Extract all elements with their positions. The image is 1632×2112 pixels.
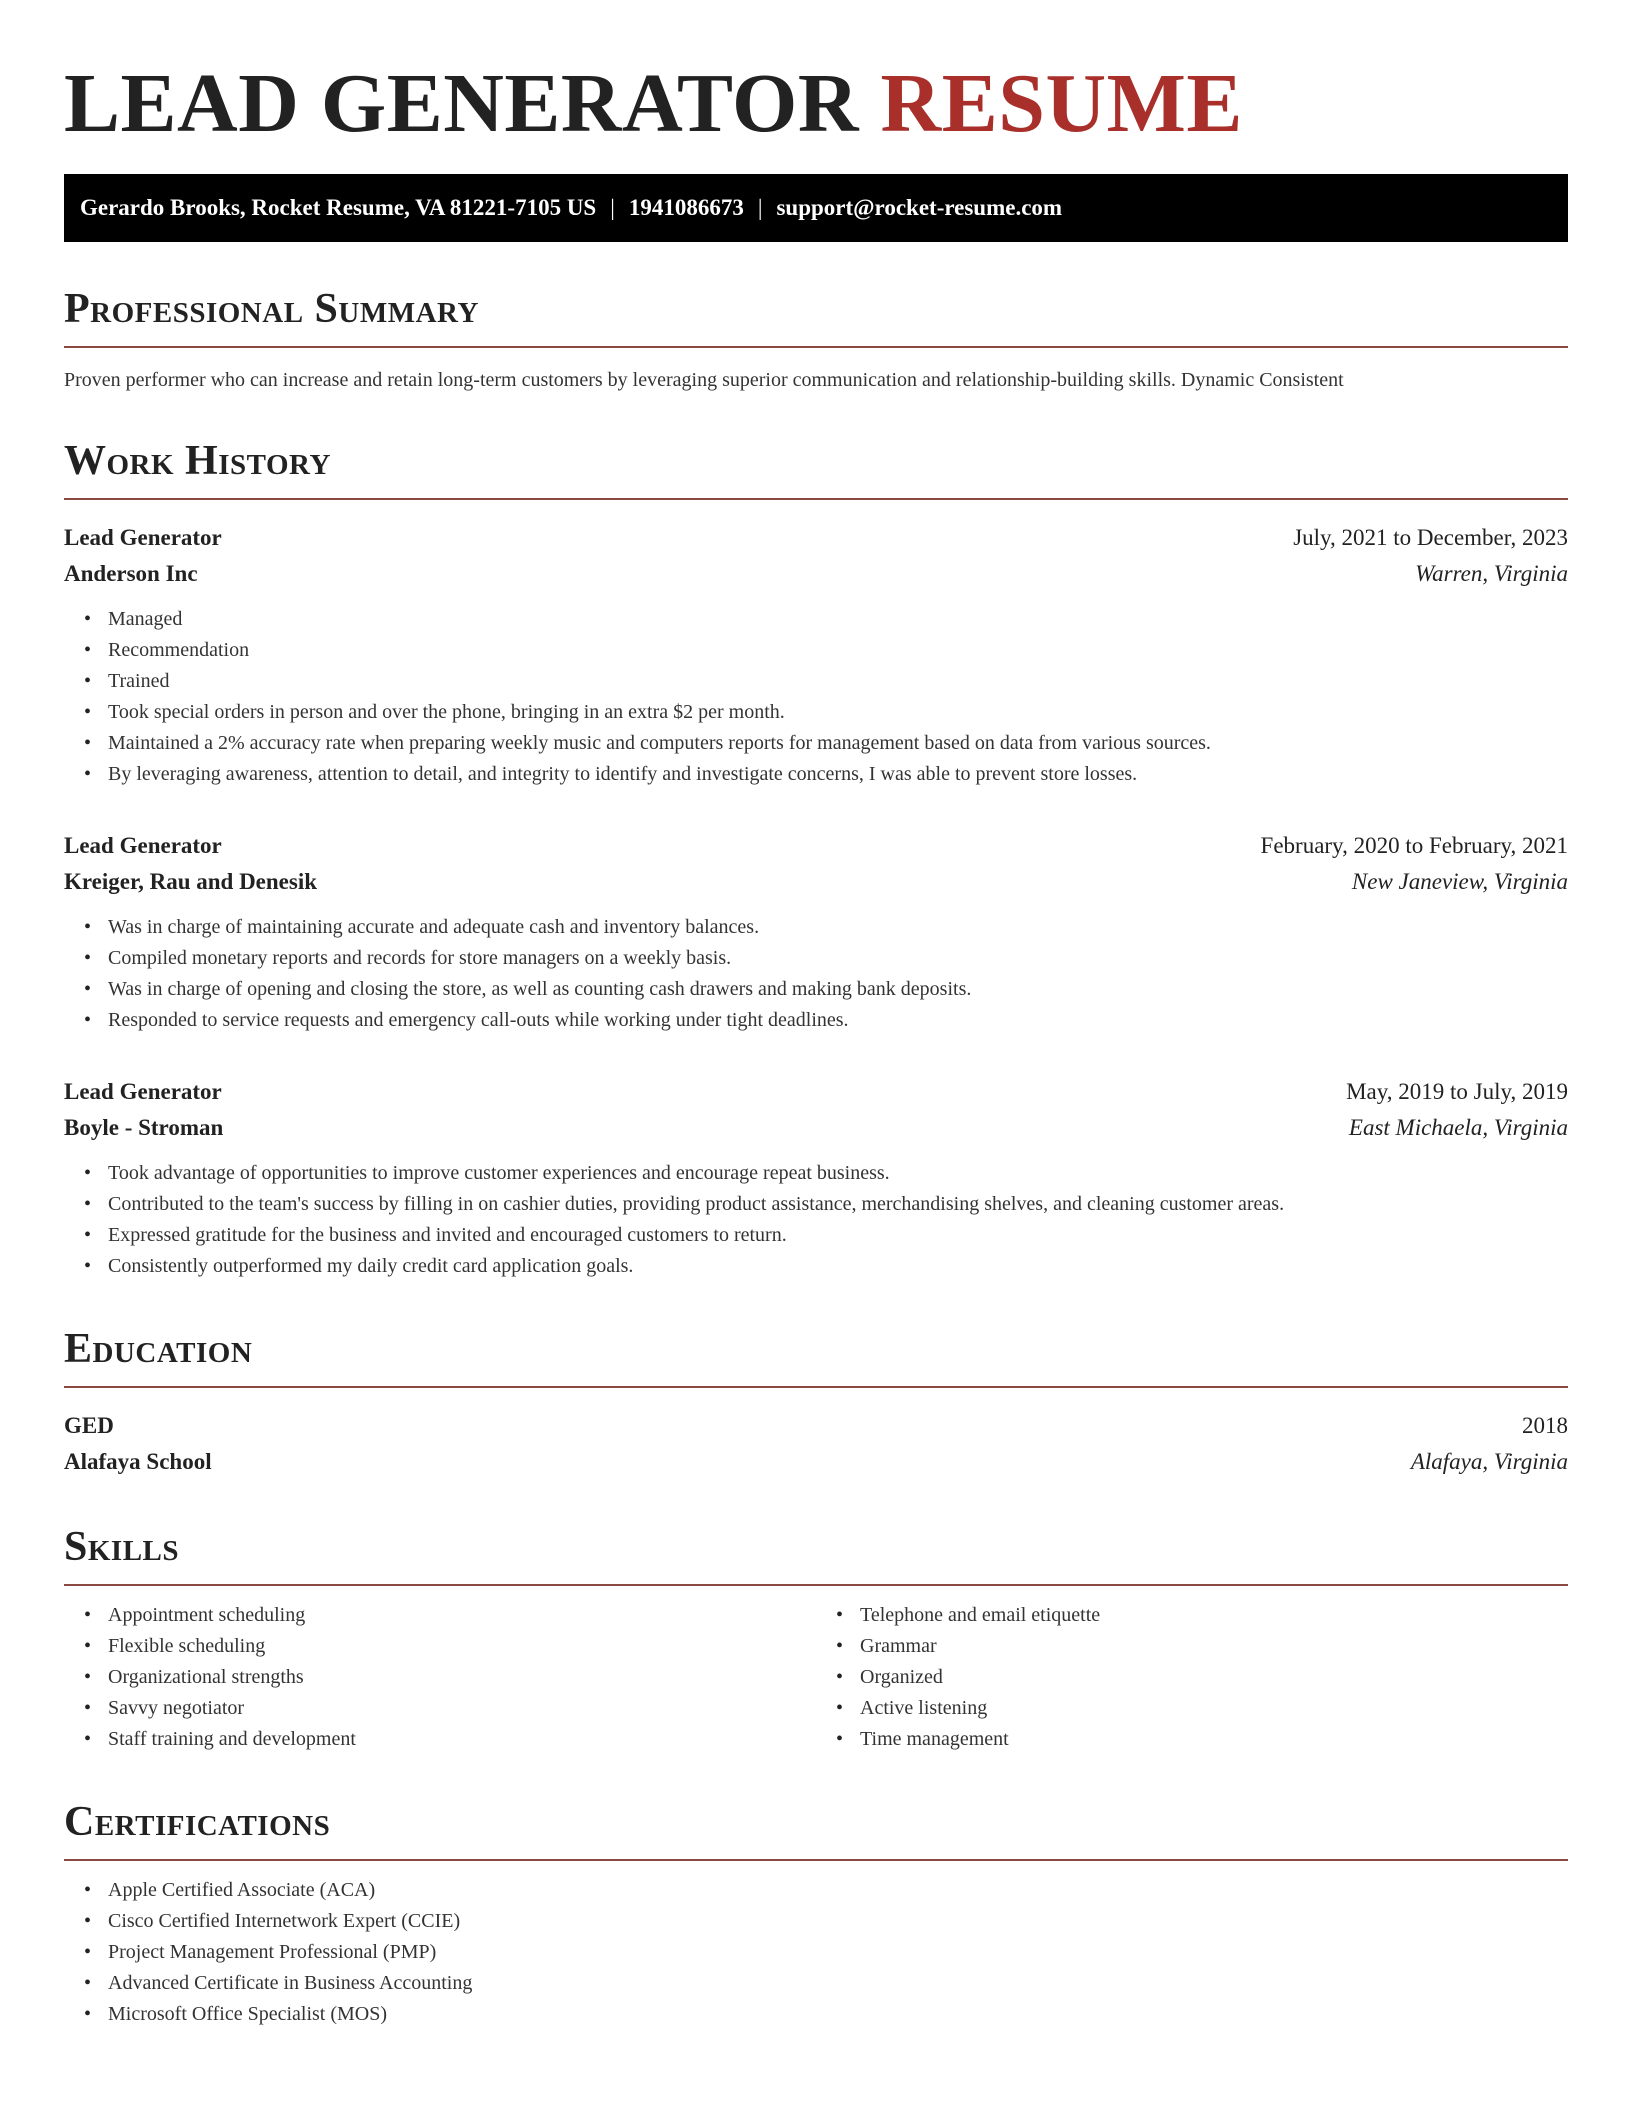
list-item: • By leveraging awareness, attention to detail, and integrity to identify and investigate concerns, I was able to prevent store losses. [108,759,1568,790]
contact-phone[interactable]: 1941086673 [628,195,744,220]
list-item: • Took special orders in person and over the phone, bringing in an extra $2 per month. [108,697,1568,728]
education-location: Alafaya, Virginia [1410,1449,1568,1474]
list-item: • Contributed to the team's success by filling in on cashier duties, providing product assistance, merchandising shelves, and cleaning customer areas. [108,1189,1568,1220]
list-item: • Expressed gratitude for the business and invited and encouraged customers to return. [108,1220,1568,1251]
summary-text: Proven performer who can increase and retain long-term customers by leveraging superior communication and relationship-building skills. Dynamic Consistent [64,369,1344,391]
skills-section [64,1524,1568,1755]
list-item: • Apple Certified Associate (ACA) [108,1875,1568,1906]
title-accent: RESUME [880,57,1243,150]
job-header-row [64,520,1568,556]
job-company: Kreiger, Rau and Denesik [64,869,318,894]
work-history-section [64,438,1568,1282]
job-entry [64,828,1568,1036]
title-main: LEAD GENERATOR [64,57,860,150]
section-divider [64,1859,1568,1861]
list-item: • Maintained a 2% accuracy rate when preparing weekly music and computers reports for management based on data from various sources. [108,728,1568,759]
list-item: • Organized [860,1662,1568,1693]
list-item: • Recommendation [108,635,1568,666]
list-item: • Grammar [860,1631,1568,1662]
certifications-section [64,1799,1568,2030]
list-item: • Responded to service requests and emergency call-outs while working under tight deadlines. [108,1005,1568,1036]
education-school-row [64,1444,1568,1480]
job-company: Boyle - Stroman [64,1115,224,1140]
list-item: • Appointment scheduling [108,1600,816,1631]
job-company-row [64,556,1568,592]
job-entry [64,520,1568,790]
list-item: • Was in charge of maintaining accurate and adequate cash and inventory balances. [108,912,1568,943]
education-degree-row [64,1408,1568,1444]
section-divider [64,346,1568,348]
list-item: • Compiled monetary reports and records for store managers on a weekly basis. [108,943,1568,974]
certifications-list [64,1875,1568,2030]
section-heading-skills: Skills [64,1524,180,1570]
list-item: • Time management [860,1724,1568,1755]
list-item: • Active listening [860,1693,1568,1724]
job-location: New Janeview, Virginia [1351,869,1568,894]
summary-section [64,286,1568,394]
skills-grid [64,1600,1568,1755]
education-school: Alafaya School [64,1449,212,1474]
list-item: • Staff training and development [108,1724,816,1755]
section-heading-education: Education [64,1326,253,1372]
job-company-row [64,864,1568,900]
education-year: 2018 [1522,1413,1568,1438]
list-item: • Flexible scheduling [108,1631,816,1662]
list-item: • Project Management Professional (PMP) [108,1937,1568,1968]
contact-address: Gerardo Brooks, Rocket Resume, VA 81221-7105 US [80,195,597,220]
job-title: Lead Generator [64,525,222,550]
skills-list-left [64,1600,816,1755]
job-title: Lead Generator [64,1079,222,1104]
list-item: • Organizational strengths [108,1662,816,1693]
job-company: Anderson Inc [64,561,198,586]
section-divider [64,498,1568,500]
job-bullets [64,912,1568,1036]
job-header-row [64,828,1568,864]
list-item: • Managed [108,604,1568,635]
job-header-row [64,1074,1568,1110]
list-item: • Consistently outperformed my daily credit card application goals. [108,1251,1568,1282]
section-heading-certifications: Certifications [64,1799,331,1845]
education-section [64,1326,1568,1480]
contact-email[interactable]: support@rocket-resume.com [776,195,1063,220]
list-item: • Telephone and email etiquette [860,1600,1568,1631]
section-heading-work-history: Work History [64,438,331,484]
job-entry [64,1074,1568,1282]
contact-bar [64,174,1568,242]
job-dates: February, 2020 to February, 2021 [1260,833,1568,858]
job-bullets [64,1158,1568,1282]
list-item: • Advanced Certificate in Business Accounting [108,1968,1568,1999]
list-item: • Cisco Certified Internetwork Expert (CCIE) [108,1906,1568,1937]
job-location: East Michaela, Virginia [1348,1115,1568,1140]
job-location: Warren, Virginia [1415,561,1568,586]
job-dates: May, 2019 to July, 2019 [1346,1079,1568,1104]
education-degree: GED [64,1413,114,1438]
job-company-row [64,1110,1568,1146]
job-dates: July, 2021 to December, 2023 [1293,525,1568,550]
contact-separator: | [757,195,763,220]
page-title [64,58,1568,150]
list-item: • Took advantage of opportunities to improve customer experiences and encourage repeat business. [108,1158,1568,1189]
list-item: • Savvy negotiator [108,1693,816,1724]
section-heading-summary: Professional Summary [64,286,479,332]
list-item: • Microsoft Office Specialist (MOS) [108,1999,1568,2030]
list-item: • Was in charge of opening and closing the store, as well as counting cash drawers and making bank deposits. [108,974,1568,1005]
job-title: Lead Generator [64,833,222,858]
education-entry [64,1408,1568,1480]
section-divider [64,1386,1568,1388]
job-bullets [64,604,1568,790]
skills-list-right [816,1600,1568,1755]
contact-separator: | [610,195,615,220]
section-divider [64,1584,1568,1586]
list-item: • Trained [108,666,1568,697]
